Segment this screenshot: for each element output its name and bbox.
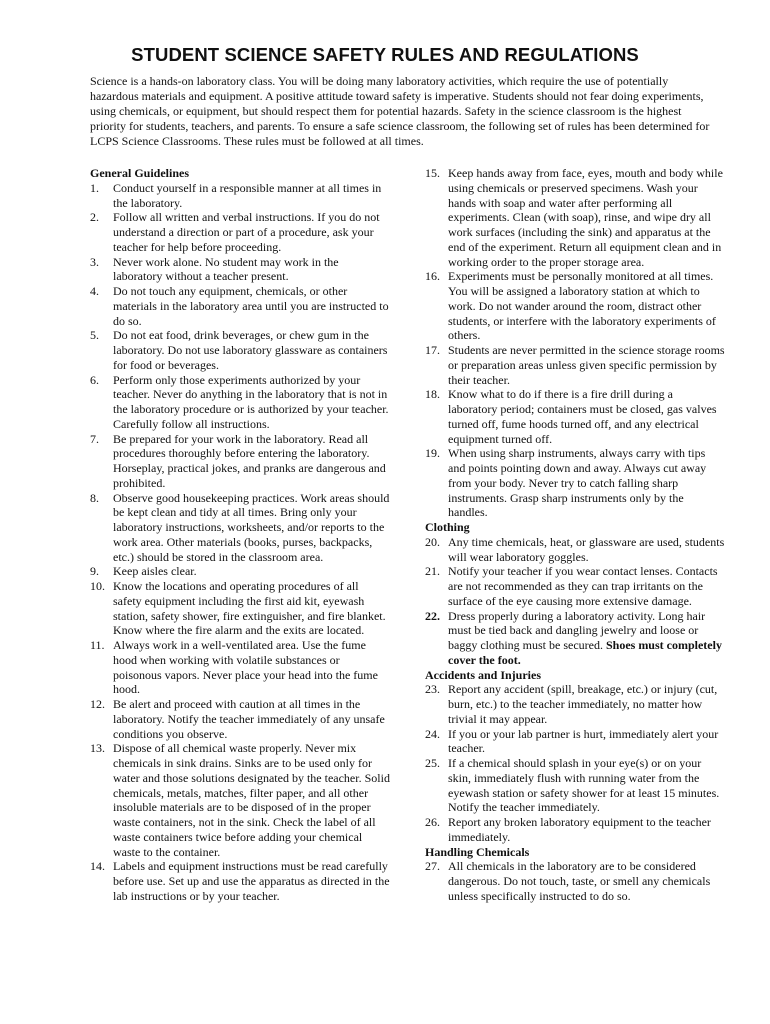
- rule-text: Labels and equipment instructions must be read carefully before use. Set up and use the apparatus as directed in the lab instructions or by your teacher.: [113, 859, 390, 903]
- rule-text: Know what to do if there is a fire drill during a laboratory period; containers must be closed, gas valves turned off, fume hoods turned off, and any electrical equipment turned off.: [448, 387, 717, 446]
- rule-item: [90, 181, 390, 211]
- rule-item: [90, 432, 390, 491]
- rule-number: 14.: [90, 859, 105, 874]
- rule-number: 12.: [90, 697, 105, 711]
- rule-number: 18.: [425, 387, 440, 402]
- rule-item: [90, 697, 390, 741]
- rule-text: Notify your teacher if you wear contact lenses. Contacts are not recommended as they can trap irritants on the surface of the eye causing more extensive damage.: [448, 564, 718, 608]
- rule-text: Students are never permitted in the science storage rooms or preparation areas unless given specific permission by their teacher.: [448, 343, 725, 387]
- rule-emphasis: Shoes must completely cover the foot.: [448, 638, 722, 667]
- rule-text: Be prepared for your work in the laboratory. Read all procedures thoroughly before entering the laboratory. Horseplay, practical jokes, and pranks are dangerous and prohibited.: [113, 431, 386, 490]
- rule-text: Dispose of all chemical waste properly. Never mix chemicals in sink drains. Sinks are to be used only for water and those solutions designated by the teacher. Solid chemicals, metals, matches, filter paper, and all other insoluble materials are to be disposed of in the proper waste containers, not in the sink. Check the label of all waste containers twice before adding your chemical waste to the container.: [113, 741, 390, 859]
- rule-text: Keep aisles clear.: [113, 564, 197, 579]
- rule-number: 2.: [90, 210, 99, 225]
- rule-number: 6.: [90, 372, 99, 387]
- rule-text: Report any broken laboratory equipment to the teacher immediately.: [448, 815, 711, 844]
- rule-text: If you or your lab partner is hurt, immediately alert your teacher.: [448, 726, 719, 756]
- rule-number: 23.: [425, 682, 440, 697]
- rule-item: [425, 166, 725, 269]
- rule-item: [425, 727, 725, 757]
- rule-number: 8.: [90, 490, 99, 505]
- left-column: [90, 166, 390, 904]
- rule-text: Do not eat food, drink beverages, or chew gum in the laboratory. Do not use laboratory glassware as containers for food or beverages.: [113, 328, 388, 372]
- rule-text: Perform only those experiments authorized by your teacher. Never do anything in the laboratory that is not in the laboratory procedure or is authorized by your teacher. Carefully follow all instructions.: [113, 372, 389, 431]
- rule-number: 5.: [90, 328, 99, 343]
- rule-item: [90, 638, 390, 697]
- section-heading-general: General Guidelines: [90, 166, 189, 180]
- section-heading-accidents: Accidents and Injuries: [425, 667, 542, 682]
- rule-number: 17.: [425, 343, 440, 357]
- rule-item: [425, 564, 725, 608]
- rule-item: [425, 269, 725, 343]
- rule-item: [90, 579, 390, 638]
- rule-number: 7.: [90, 431, 99, 446]
- rule-number: 25.: [425, 756, 440, 770]
- rule-number: 3.: [90, 254, 99, 269]
- rule-text: Do not touch any equipment, chemicals, or other materials in the laboratory area until you are instructed to do so.: [113, 284, 389, 328]
- rule-text: Never work alone. No student may work in the laboratory without a teacher present.: [113, 254, 339, 284]
- rule-item: [90, 859, 390, 903]
- rule-text: Any time chemicals, heat, or glassware are used, students will wear laboratory goggles.: [448, 534, 725, 564]
- rule-text: Experiments must be personally monitored at all times. You will be assigned a laboratory station at which to work. Do not wander around the room, distract other students, or interfere with the laboratory experiments of others.: [448, 269, 716, 343]
- rule-number: 21.: [425, 564, 440, 579]
- rule-number: 20.: [425, 534, 440, 549]
- rule-item: [425, 535, 725, 565]
- section-heading-chemicals: Handling Chemicals: [425, 844, 530, 859]
- rule-text: Follow all written and verbal instructions. If you do not understand a direction or part of a procedure, ask your teacher for help before proceeding.: [113, 210, 380, 254]
- document-title: STUDENT SCIENCE SAFETY RULES AND REGULATIONS: [131, 44, 639, 65]
- rule-item: [425, 682, 725, 726]
- rule-number: 11.: [90, 638, 105, 652]
- rule-item: [90, 328, 390, 372]
- rule-text: Report any accident (spill, breakage, etc.) or injury (cut, burn, etc.) to the teacher immediately, no matter how trivial it may appear.: [448, 682, 718, 726]
- rule-number: 13.: [90, 741, 105, 756]
- rule-number: 22.: [425, 608, 440, 623]
- rule-text: If a chemical should splash in your eye(s) or on your skin, immediately flush with running water from the eyewash station or safety shower for at least 15 minutes. Notify the teacher immediately.: [448, 756, 720, 815]
- right-column: [425, 166, 725, 904]
- rule-text: Be alert and proceed with caution at all times in the laboratory. Notify the teacher immediately of any unsafe conditions you observe.: [113, 697, 385, 741]
- rule-text: Conduct yourself in a responsible manner at all times in the laboratory.: [113, 180, 382, 210]
- rule-item: [90, 373, 390, 432]
- rule-number: 9.: [90, 564, 99, 579]
- rule-number: 27.: [425, 859, 440, 874]
- rule-number: 16.: [425, 269, 440, 284]
- rule-number: 4.: [90, 284, 99, 298]
- rule-item: [90, 564, 390, 579]
- section-heading-clothing: Clothing: [425, 520, 470, 534]
- rule-item: [425, 815, 725, 845]
- rule-item: [425, 756, 725, 815]
- rule-item: [90, 284, 390, 328]
- rule-item: [90, 491, 390, 565]
- rule-item: [425, 609, 725, 668]
- rule-number: 15.: [425, 166, 440, 180]
- rule-item: [425, 859, 725, 903]
- rule-item: [90, 741, 390, 859]
- rule-text: Know the locations and operating procedures of all safety equipment including the first aid kit, eyewash station, safety shower, fire extinguisher, and fire blanket. Know where the fire alarm and the exits are located.: [113, 579, 386, 638]
- rule-item: [425, 387, 725, 446]
- rule-item: [425, 343, 725, 387]
- rule-number: 10.: [90, 579, 105, 593]
- rule-text: Keep hands away from face, eyes, mouth and body while using chemicals or preserved specimens. Wash your hands with soap and water after performing all experiments. Clean (with soap), rinse, and wipe dry all work surfaces (including the sink) and apparatus at the end of the experiment. Return all equipment clean and in working order to the proper storage area.: [448, 166, 723, 269]
- rule-text: Observe good housekeeping practices. Work areas should be kept clean and tidy at all times. Bring only your laboratory instructions, worksheets, and/or reports to the work area. Other materials (books, purses, backpacks, etc.) should be stored in the classroom area.: [113, 490, 390, 564]
- rule-item: [425, 446, 725, 520]
- rule-number: 1.: [90, 180, 99, 195]
- rule-text: Always work in a well-ventilated area. Use the fume hood when working with volatile substances or poisonous vapors. Never place your head into the fume hood.: [113, 638, 378, 697]
- rule-number: 26.: [425, 815, 440, 829]
- rule-text: When using sharp instruments, always carry with tips and points pointing down and away. Always cut away from your body. Never try to catch falling sharp instruments. Grasp sharp instruments only by the handles.: [448, 446, 707, 520]
- rule-number: 19.: [425, 446, 440, 461]
- intro-paragraph: Science is a hands-on laboratory class. You will be doing many laboratory activities, which require the use of potentially hazardous materials and equipment. A positive attitude toward safety is imperative. Students should not fear doing experiments, using chemicals, or equipment, but should respect them for potential hazards. Safety in the science classroom is the highest priority for students, teachers, and parents. To ensure a safe science classroom, the following set of rules has been determined for LCPS Science Classrooms. These rules must be followed at all times.: [90, 74, 710, 148]
- rule-text: All chemicals in the laboratory are to be considered dangerous. Do not touch, taste, or smell any chemicals unless specifically instructed to do so.: [448, 859, 711, 903]
- rule-text: Dress properly during a laboratory activity. Long hair must be tied back and dangling jewelry and loose or baggy clothing must be secured.: [448, 608, 706, 652]
- rule-item: [90, 255, 390, 285]
- rule-number: 24.: [425, 726, 440, 741]
- rule-item: [90, 210, 390, 254]
